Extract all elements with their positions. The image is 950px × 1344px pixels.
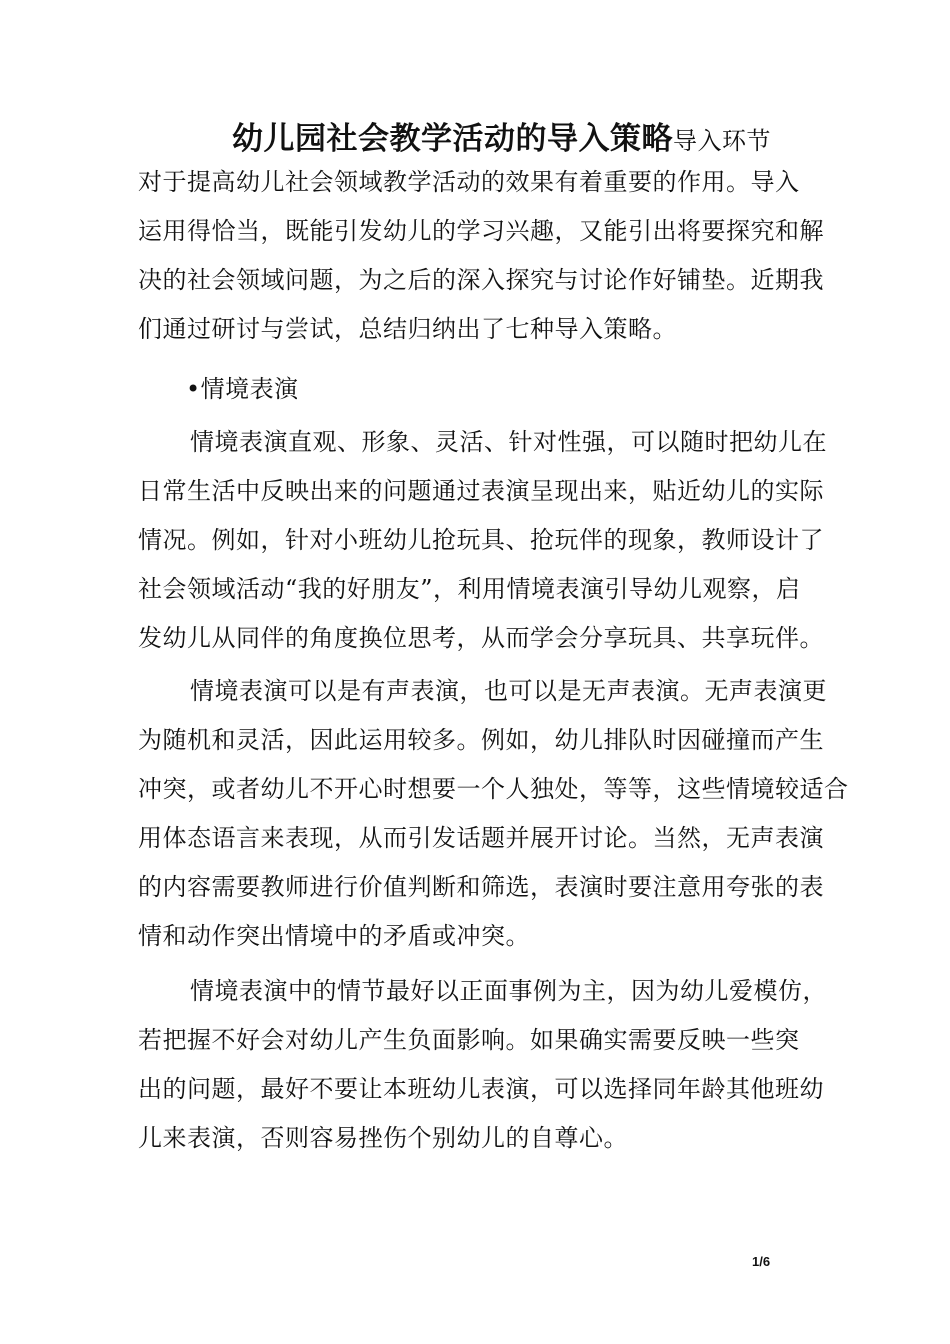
paragraph-line: 社会领域活动“我的好朋友”，利用情境表演引导幼儿观察，启 [138,575,801,603]
paragraph-1 [138,418,827,663]
section-heading: •情境表演 [186,375,299,403]
paragraph-line: 情境表演中的情节最好以正面事例为主，因为幼儿爱模仿， [190,977,827,1005]
paragraph-line: 用体态语言来表现，从而引发话题并展开讨论。当然，无声表演 [138,824,824,852]
paragraph-2 [138,667,849,961]
paragraph-line: 出的问题，最好不要让本班幼儿表演，可以选择同年龄其他班幼 [138,1075,824,1103]
paragraph-3 [138,967,827,1163]
intro-line: 们通过研讨与尝试，总结归纳出了七种导入策略。 [138,315,677,343]
paragraph-line: 情境表演可以是有声表演，也可以是无声表演。无声表演更 [190,677,827,705]
paragraph-line: 情况。例如，针对小班幼儿抢玩具、抢玩伴的现象，教师设计了 [138,526,824,554]
paragraph-line: 发幼儿从同伴的角度换位思考，从而学会分享玩具、共享玩伴。 [138,624,824,652]
paragraph-line: 为随机和灵活，因此运用较多。例如，幼儿排队时因碰撞而产生 [138,726,824,754]
page-number: 1/6 [752,1254,771,1269]
intro-paragraph [138,158,822,354]
paragraph-line: 情和动作突出情境中的矛盾或冲突。 [138,922,530,950]
section-heading-block [138,365,822,414]
intro-line: 决的社会领域问题，为之后的深入探究与讨论作好铺垫。近期我 [138,266,824,294]
title-line [232,113,771,158]
intro-line: 对于提高幼儿社会领域教学活动的效果有着重要的作用。导入 [138,168,800,196]
paragraph-line: 日常生活中反映出来的问题通过表演呈现出来，贴近幼儿的实际 [138,477,824,505]
title-tail-text: 导入环节 [673,127,771,155]
paragraph-line: 冲突，或者幼儿不开心时想要一个人独处，等等，这些情境较适合 [138,775,849,803]
paragraph-line: 的内容需要教师进行价值判断和筛选，表演时要注意用夸张的表 [138,873,824,901]
intro-line: 运用得恰当，既能引发幼儿的学习兴趣，又能引出将要探究和解 [138,217,824,245]
document-title: 幼儿园社会教学活动的导入策略 [232,121,673,157]
paragraph-line: 若把握不好会对幼儿产生负面影响。如果确实需要反映一些突 [138,1026,800,1054]
paragraph-line: 儿来表演，否则容易挫伤个别幼儿的自尊心。 [138,1124,628,1152]
paragraph-line: 情境表演直观、形象、灵活、针对性强，可以随时把幼儿在 [190,428,827,456]
